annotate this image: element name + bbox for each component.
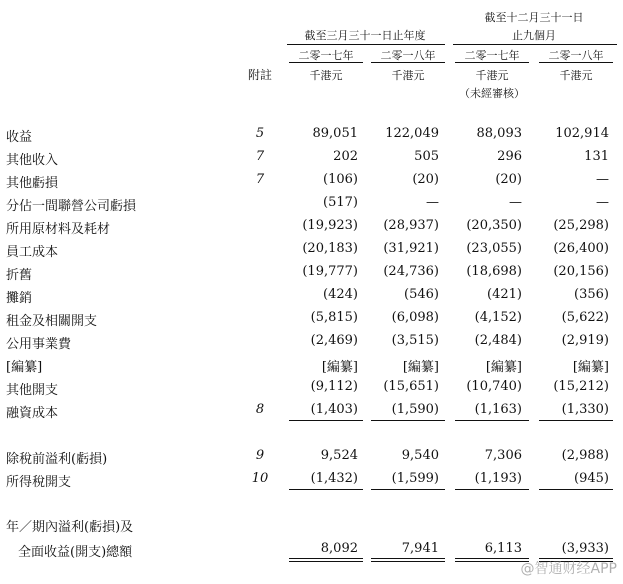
row-value-col3: [編纂] [485,360,522,375]
row-value-col1: [編纂] [321,360,358,375]
row-label: 除稅前溢利(虧損) [6,452,108,467]
row-value-col2: 9,540 [401,448,439,463]
row-note-ref: 9 [255,448,265,463]
subtotal-underline [539,489,613,490]
group2-underline [453,44,617,45]
row-value-col3: — [509,195,522,210]
row-label: 其他收入 [6,153,59,168]
column-year-underline-2 [371,62,445,63]
total-value-col4: (3,933) [561,541,609,556]
column-unit-1: 千港元 [309,69,343,82]
row-value-col1: 89,051 [312,126,358,141]
row-value-col4: 131 [584,149,609,164]
row-value-col2: [編纂] [402,360,439,375]
total-double-underline [289,558,363,562]
row-value-col2: (24,736) [383,264,439,279]
watermark: @智通财经APP [520,561,617,577]
column-unit-4: 千港元 [559,69,593,82]
row-value-col2: (31,921) [383,241,439,256]
total-label-line1: 年／期內溢利(虧損)及 [6,520,134,535]
row-value-col3: (18,698) [466,264,522,279]
column-year-3: 二零一七年 [464,49,520,62]
row-value-col3: (1,163) [474,402,522,417]
row-value-col1: (424) [323,287,358,302]
column-year-underline-1 [289,62,363,63]
row-value-col3: (10,740) [466,379,522,394]
column-unit-3: 千港元 [475,69,509,82]
column-year-underline-4 [539,62,613,63]
row-value-col3: (421) [487,287,522,302]
row-value-col1: (19,777) [302,264,358,279]
row-value-col4: (945) [574,471,609,486]
row-value-col1: (1,432) [310,471,358,486]
row-value-col1: (19,923) [302,218,358,233]
row-value-col1: (1,403) [310,402,358,417]
row-label: 其他開支 [6,383,59,398]
row-note-ref: 7 [255,149,265,164]
row-value-col3: 7,306 [484,448,522,463]
row-value-col3: 88,093 [476,126,522,141]
row-value-col4: (356) [574,287,609,302]
subtotal-underline [289,489,363,490]
row-value-col4: (25,298) [553,218,609,233]
column-year-4: 二零一八年 [548,49,604,62]
row-label: 收益 [6,130,33,145]
column-year-2: 二零一八年 [380,49,436,62]
row-label: 員工成本 [6,245,59,260]
total-value-col2: 7,941 [401,541,439,556]
row-label: 所用原材料及耗材 [6,222,111,237]
column-unit-2: 千港元 [391,69,425,82]
total-double-underline [455,558,529,562]
row-value-col2: (28,937) [383,218,439,233]
subtotal-underline [455,489,529,490]
row-label: 其他虧損 [6,176,59,191]
period-group-nine-months-title-2: 止九個月 [512,29,556,42]
total-double-underline [371,558,445,562]
row-value-col3: (2,484) [474,333,522,348]
total-label-line2: 全面收益(開支)總額 [18,545,133,560]
row-label: 折舊 [6,268,33,283]
row-value-col3: (4,152) [474,310,522,325]
row-value-col4: [編纂] [572,360,609,375]
row-value-col3: (20) [495,172,522,187]
row-value-col4: 102,914 [555,126,609,141]
row-value-col4: (26,400) [553,241,609,256]
row-value-col3: 296 [497,149,522,164]
row-label: 分佔一間聯營公司虧損 [6,199,137,214]
row-value-col1: (517) [323,195,358,210]
row-label: 攤銷 [6,291,33,306]
row-value-col2: (3,515) [391,333,439,348]
row-value-col2: — [426,195,439,210]
subtotal-underline [539,420,613,421]
row-note-ref: 10 [251,471,269,486]
row-value-col4: — [596,172,609,187]
row-value-col4: — [596,195,609,210]
row-value-col1: 9,524 [320,448,358,463]
row-value-col2: (546) [404,287,439,302]
row-value-col4: (5,622) [561,310,609,325]
row-value-col2: (20) [412,172,439,187]
total-value-col3: 6,113 [484,541,522,556]
row-note-ref: 7 [255,172,265,187]
notes-header: 附註 [247,68,272,82]
period-group-nine-months-title-1: 截至十二月三十一日 [484,11,584,24]
row-note-ref: 5 [255,126,265,141]
row-label: [編纂] [6,360,43,375]
subtotal-underline [289,420,363,421]
row-value-col1: (2,469) [310,333,358,348]
row-label: 租金及相關開支 [6,314,98,329]
row-value-col1: 202 [333,149,358,164]
row-value-col2: 505 [414,149,439,164]
row-value-col2: (15,651) [383,379,439,394]
row-value-col2: (6,098) [391,310,439,325]
row-value-col4: (2,919) [561,333,609,348]
period-group-year-title: 截至三月三十一日止年度 [304,29,426,42]
row-value-col1: (5,815) [310,310,358,325]
row-value-col4: (2,988) [561,448,609,463]
row-label: 融資成本 [6,406,59,421]
row-value-col2: (1,590) [391,402,439,417]
row-value-col3: (1,193) [474,471,522,486]
row-value-col2: 122,049 [385,126,439,141]
row-value-col1: (20,183) [302,241,358,256]
group1-underline [287,44,445,45]
column-sub-3: （未經審核） [459,87,525,100]
row-label: 公用事業費 [6,337,72,352]
row-label: 所得稅開支 [6,475,72,490]
row-value-col1: (106) [323,172,358,187]
row-value-col4: (1,330) [561,402,609,417]
column-year-underline-3 [455,62,529,63]
row-value-col4: (20,156) [553,264,609,279]
subtotal-underline [455,420,529,421]
total-value-col1: 8,092 [320,541,358,556]
row-value-col2: (1,599) [391,471,439,486]
row-value-col3: (20,350) [466,218,522,233]
column-year-1: 二零一七年 [298,49,354,62]
row-note-ref: 8 [255,402,265,417]
row-value-col1: (9,112) [310,379,358,394]
row-value-col3: (23,055) [466,241,522,256]
row-value-col4: (15,212) [553,379,609,394]
subtotal-underline [371,489,445,490]
subtotal-underline [371,420,445,421]
